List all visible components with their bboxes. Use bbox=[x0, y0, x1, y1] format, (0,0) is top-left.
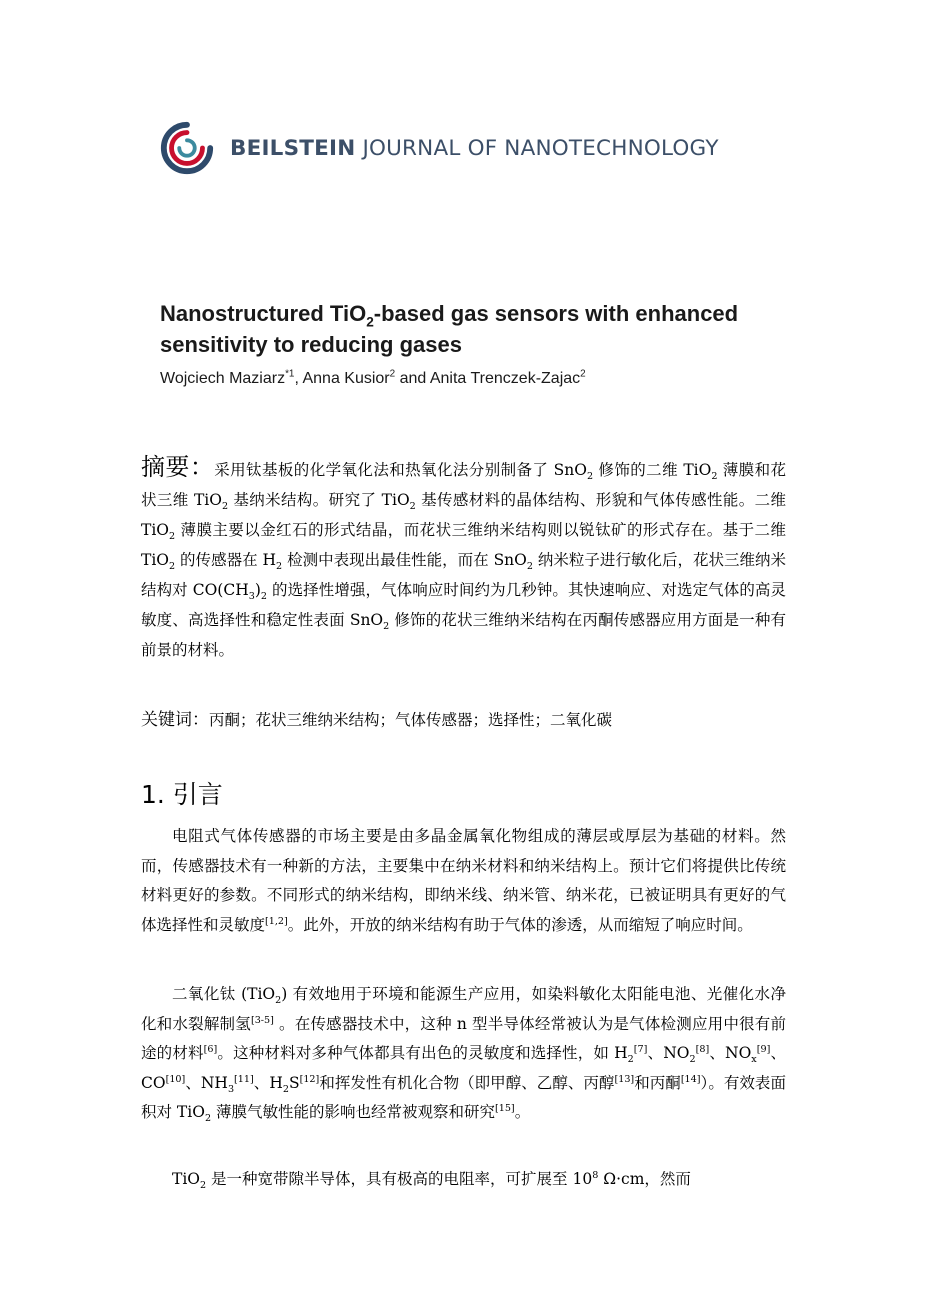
citation: [3-5] bbox=[250, 1014, 274, 1026]
journal-name: BEILSTEIN JOURNAL OF NANOTECHNOLOGY bbox=[230, 135, 719, 161]
keywords-label: 关键词： bbox=[141, 710, 209, 730]
body-paragraph: 电阻式气体传感器的市场主要是由多晶金属氧化物组成的薄层或厚层为基础的材料。然而，传感器技术有一种新的方法，主要集中在纳米材料和纳米结构上。预计它们将提供比传统材料更好的参数。不同形式的纳米结构，即纳米线、纳米管、纳米花，已被证明具有更好的气体选择性和灵敏度[1,2]。此外，开放的纳米结构有助于气体的渗透，从而缩短了响应时间。 bbox=[141, 827, 786, 934]
citation: [6] bbox=[203, 1043, 218, 1055]
author-name: Anna Kusior bbox=[302, 370, 390, 387]
author-list: Wojciech Maziarz$^{*1}$, Anna Kusior$^2$ and Anita Trenczek-Zajac$^2$ bbox=[160, 368, 586, 387]
keywords: 关键词：丙酮；花状三维纳米结构；气体传感器；选择性；二氧化碳 bbox=[141, 710, 613, 730]
body-paragraph: TiO$_2$ 是一种宽带隙半导体，具有极高的电阻率，可扩展至 $10^8$ Ω·cm，然而 bbox=[172, 1169, 691, 1192]
author-affiliation: 2 bbox=[580, 368, 586, 380]
citation: [15] bbox=[494, 1102, 515, 1114]
citation: [12] bbox=[299, 1073, 320, 1085]
citation: [1,2] bbox=[265, 915, 288, 927]
author-affiliation: 2 bbox=[389, 368, 396, 380]
article-title: Nanostructured TiO$_2$-based gas sensors with enhanced sensitivity to reducing gases bbox=[160, 301, 739, 357]
citation: [9] bbox=[756, 1043, 771, 1055]
body-paragraph: 二氧化钛 (TiO$_2$) 有效地用于环境和能源生产应用，如染料敏化太阳能电池、光催化水净化和水裂解制氢[3-5] 。在传感器技术中，这种 n 型半导体经常被认为是气体检测应用中很有前途的材料[6]。这种材料对多种气体都具有出色的灵敏度和选择性，如 $H_2[7]$、$NO_2[8]$、$NO_x[9]$、CO[10]、$NH_3[11]$、$H_2S[12]$和挥发性有机化合物（即甲醇、乙醇、丙醇[13]和丙酮[14]）。有效表面积对 TiO$_2$ 薄膜气敏性能的影响也经常被观察和研究[15]。 bbox=[141, 985, 786, 1125]
abstract-label: 摘要： bbox=[141, 453, 215, 481]
author-affiliation: *1 bbox=[285, 368, 295, 380]
section-heading: 1. 引言 bbox=[141, 780, 223, 809]
citation: [13] bbox=[614, 1073, 635, 1085]
author-name: Wojciech Maziarz bbox=[160, 370, 286, 387]
author-name: Anita Trenczek-Zajac bbox=[429, 370, 581, 387]
beilstein-swirl-logo-icon bbox=[158, 119, 216, 177]
citation: [11] bbox=[234, 1073, 254, 1085]
citation: [10] bbox=[165, 1073, 186, 1085]
citation: [7] bbox=[633, 1043, 648, 1055]
citation: [8] bbox=[695, 1043, 710, 1055]
abstract: 摘要：采用钛基板的化学氧化法和热氧化法分别制备了 SnO$_2$ 修饰的二维 TiO$_2$ 薄膜和花状三维 TiO$_2$ 基纳米结构。研究了 TiO$_2$ 基传感材料的晶体结构、形貌和气体传感性能。二维 TiO$_2$ 薄膜主要以金红石的形式结晶，而花状三维纳米结构则以锐钛矿的形式存在。基于二维 TiO$_2$ 的传感器在 $H_2$ 检测中表现出最佳性能，而在 SnO$_2$ 纳米粒子进行敏化后，花状三维纳米结构对 $CO(CH_3)_2$ 的选择性增强，气体响应时间约为几秒钟。其快速响应、对选定气体的高灵敏度、高选择性和稳定性表面 SnO$_2$ 修饰的花状三维纳米结构在丙酮传感器应用方面是一种有前景的材料。 bbox=[141, 453, 787, 659]
citation: [14] bbox=[680, 1073, 701, 1085]
journal-logo bbox=[158, 119, 719, 177]
